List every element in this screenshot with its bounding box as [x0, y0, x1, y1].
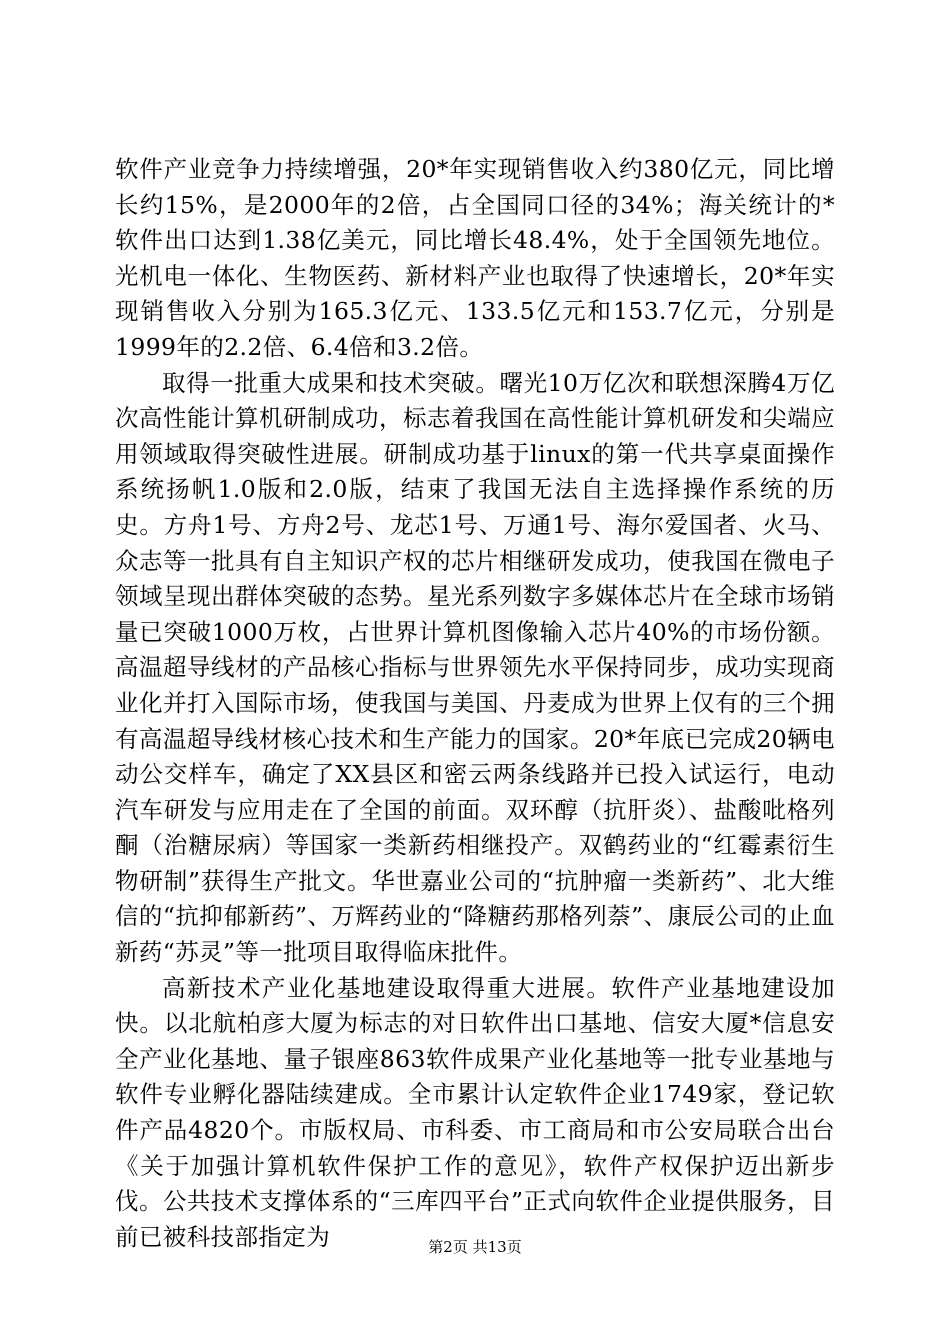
paragraph-major-achievements: 取得一批重大成果和技术突破。曙光10万亿次和联想深腾4万亿次高性能计算机研制成功，标志着我国在高性能计算机研发和尖端应用领域取得突破性进展。研制成功基于linux的第一代共享桌面操作系统扬帆1.0版和2.0版，结束了我国无法自主选择操作系统的历史。方舟1号、方舟2号、龙芯1号、万通1号、海尔爱国者、火马、众志等一批具有自主知识产权的芯片相继研发成功，使我国在微电子领域呈现出群体突破的态势。星光系列数字多媒体芯片在全球市场销量已突破1000万枚，占世界计算机图像输入芯片40%的市场份额。高温超导线材的产品核心指标与世界领先水平保持同步，成功实现商业化并打入国际市场，使我国与美国、丹麦成为世界上仅有的三个拥有高温超导线材核心技术和生产能力的国家。20*年底已完成20辆电动公交样车，确定了XX县区和密云两条线路并已投入试运行，电动汽车研发与应用走在了全国的前面。双环醇（抗肝炎）、盐酸吡格列酮（治糖尿病）等国家一类新药相继投产。双鹤药业的“红霉素衍生物研制”获得生产批文。华世嘉业公司的“抗肿瘤一类新药”、北大维信的“抗抑郁新药”、万辉药业的“降糖药那格列萘”、康辰公司的止血新药“苏灵”等一批项目取得临床批件。	[115, 368, 835, 967]
page-footer: 第2页 共13页	[428, 1238, 522, 1256]
document-body	[115, 152, 835, 1255]
paragraph-industrial-bases: 高新技术产业化基地建设取得重大进展。软件产业基地建设加快。以北航柏彦大厦为标志的对日软件出口基地、信安大厦*信息安全产业化基地、量子银座863软件成果产业化基地等一批专业基地与软件专业孵化器陆续建成。全市累计认定软件企业1749家，登记软件产品4820个。市版权局、市科委、市工商局和市公安局联合出台《关于加强计算机软件保护工作的意见》，软件产权保护迈出新步伐。公共技术支撑体系的“三库四平台”正式向软件企业提供服务，目前已被科技部指定为	[115, 973, 835, 1251]
paragraph-software-industry: 软件产业竞争力持续增强，20*年实现销售收入约380亿元，同比增长约15%，是2000年的2倍，占全国同口径的34%；海关统计的*软件出口达到1.38亿美元，同比增长48.4%，处于全国领先地位。光机电一体化、生物医药、新材料产业也取得了快速增长，20*年实现销售收入分别为165.3亿元、133.5亿元和153.7亿元，分别是1999年的2.2倍、6.4倍和3.2倍。	[115, 155, 835, 361]
